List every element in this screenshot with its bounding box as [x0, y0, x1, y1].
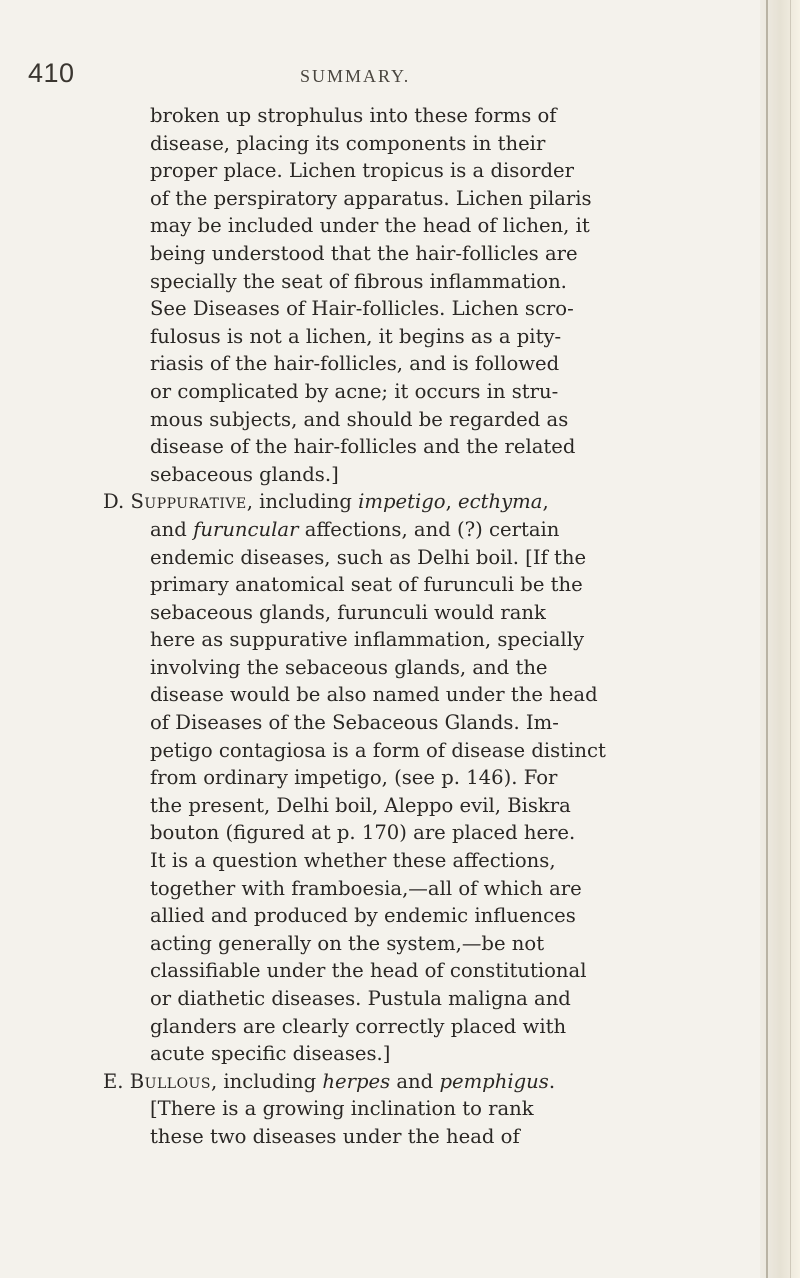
term-italic: pemphigus	[439, 1069, 549, 1093]
text-line: may be included under the head of lichen, it	[150, 214, 590, 238]
text-line: endemic diseases, such as Delhi boil. [If the	[150, 545, 587, 569]
text-line: It is a question whether these affections,	[150, 849, 556, 873]
edge-rule	[766, 0, 768, 1278]
section-d-heading-line	[103, 488, 740, 516]
edge-rule	[790, 0, 791, 1278]
text-fragment: ,	[542, 490, 549, 514]
section-letter: D.	[103, 490, 125, 514]
text-line: of the perspiratory apparatus. Lichen pilaris	[150, 186, 592, 210]
text-fragment: , including	[210, 1069, 323, 1093]
text-line: bouton (figured at p. 170) are placed here.	[150, 821, 576, 845]
text-fragment: and	[390, 1069, 440, 1093]
text-line: of Diseases of the Sebaceous Glands. Im-	[150, 711, 559, 735]
text-line: or diathetic diseases. Pustula maligna and	[150, 987, 571, 1010]
text-line: here as suppurative inflammation, specially	[150, 628, 585, 652]
text-line: disease would be also named under the head	[150, 683, 598, 707]
text-line: from ordinary impetigo, (see p. 146). For	[150, 766, 558, 790]
text-line: mous subjects, and should be regarded as	[150, 407, 569, 431]
text-line: proper place. Lichen tropicus is a disorder	[150, 159, 574, 183]
text-line: or complicated by acne; it occurs in stru-	[150, 379, 559, 403]
text-line: acting generally on the system,—be not	[150, 931, 545, 955]
text-fragment: and	[150, 517, 194, 541]
text-line: fulosus is not a lichen, it begins as a pity-	[150, 324, 562, 348]
text-line: primary anatomical seat of furunculi be the	[150, 573, 583, 597]
text-line: being understood that the hair-follicles are	[150, 241, 578, 265]
body-text	[103, 102, 740, 1151]
text-line: sebaceous glands, furunculi would rank	[150, 600, 546, 624]
text-line: these two diseases under the head of	[150, 1124, 520, 1148]
text-line: together with framboesia,—all of which are	[150, 876, 582, 900]
running-head: SUMMARY.	[300, 66, 411, 86]
page-number: 410	[28, 58, 75, 88]
term-italic: herpes	[322, 1069, 391, 1093]
text-line: riasis of the hair-follicles, and is followed	[150, 352, 560, 376]
term-italic: ecthyma	[458, 490, 543, 514]
text-fragment: , including	[246, 490, 359, 514]
text-line: [There is a growing inclination to rank	[150, 1097, 534, 1121]
text-line: broken up strophulus into these forms of	[150, 104, 557, 127]
text-line: involving the sebaceous glands, and the	[150, 655, 548, 679]
text-line: allied and produced by endemic influences	[150, 904, 576, 928]
text-line: specially the seat of fibrous inflammation.	[150, 269, 567, 293]
term-italic: furuncular	[193, 517, 299, 541]
text-line: the present, Delhi boil, Aleppo evil, Biskra	[150, 793, 571, 817]
text-line: classifiable under the head of constitutional	[150, 959, 587, 983]
section-e-heading-line	[103, 1068, 740, 1096]
text-line: disease of the hair-follicles and the related	[150, 435, 576, 459]
section-heading: Bullous	[129, 1069, 211, 1093]
text-line: acute specific diseases.]	[150, 1042, 391, 1066]
page-header	[28, 58, 768, 98]
text-line	[150, 516, 740, 544]
section-letter: E.	[103, 1069, 124, 1093]
section-heading: Suppurative	[130, 490, 247, 514]
text-fragment: .	[548, 1069, 556, 1093]
text-line: glanders are clearly correctly placed with	[150, 1014, 567, 1038]
text-line: sebaceous glands.]	[150, 462, 339, 486]
page-edge	[760, 0, 800, 1278]
text-fragment: ,	[445, 490, 459, 514]
term-italic: impetigo	[358, 490, 446, 514]
text-fragment: affections, and (?) certain	[298, 517, 560, 541]
text-line: disease, placing its components in their	[150, 131, 546, 155]
text-line: petigo contagiosa is a form of disease distinct	[150, 738, 606, 762]
text-line: See Diseases of Hair-follicles. Lichen scro-	[150, 297, 574, 321]
